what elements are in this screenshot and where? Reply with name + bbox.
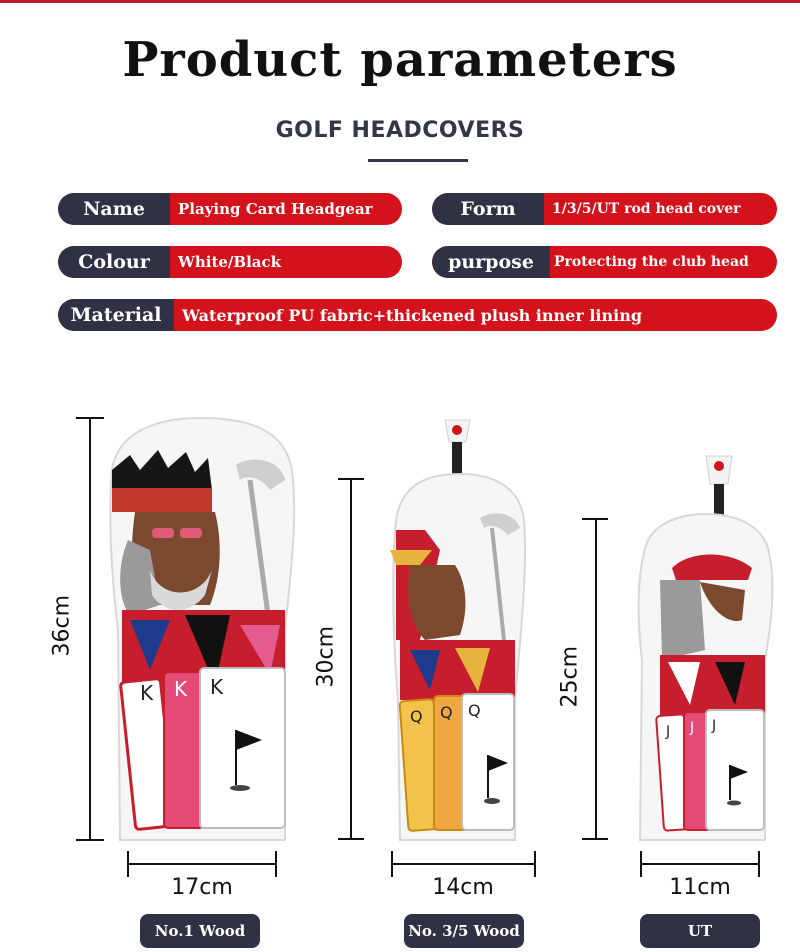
height-cap [582,518,608,520]
card-letter: J [712,718,717,734]
height-cap [582,838,608,840]
param-name [58,193,402,225]
param-purpose [432,246,777,278]
height-line-utility [595,518,597,840]
width-line-driver [127,863,277,865]
param-value: Waterproof PU fabric+thickened plush inner lining [182,305,643,325]
width-cap [391,851,393,877]
headcover-fairway-image [390,420,525,840]
card-letter: J [690,720,695,736]
width-cap [127,851,129,877]
page-subtitle: GOLF HEADCOVERS [275,118,525,143]
top-accent-bar [0,0,800,3]
card-letter: K [174,677,188,701]
card-letter: Q [468,701,481,720]
height-label-fairway: 30cm [313,625,339,688]
height-label-utility: 25cm [557,645,583,708]
param-value: Playing Card Headgear [178,200,373,218]
width-cap [534,851,536,877]
height-cap [338,838,364,840]
width-label-fairway: 14cm [432,875,494,900]
card-letter: Q [440,703,453,722]
height-cap [76,839,104,841]
width-cap [640,851,642,877]
width-label-utility: 11cm [669,875,731,900]
width-cap [275,851,277,877]
height-line-fairway [350,478,352,840]
width-label-driver: 17cm [171,875,233,900]
param-label: Colour [58,246,170,278]
page-title: Product parameters [122,32,678,88]
width-cap [758,851,760,877]
width-line-fairway [391,863,536,865]
param-value: White/Black [178,253,282,271]
param-label: purpose [432,246,550,278]
param-label: Name [58,193,170,225]
param-form [432,193,777,225]
badge-utility: UT [640,914,760,948]
card-letter: J [666,724,671,740]
badge-driver: No.1 Wood [140,914,260,948]
card-letter: K [140,681,154,705]
param-value: Protecting the club head [554,254,749,270]
height-label-driver: 36cm [49,594,75,657]
param-label: Form [432,193,544,225]
headcover-illustrations [0,400,800,850]
height-cap [338,478,364,480]
width-line-utility [640,863,760,865]
param-colour [58,246,402,278]
headcover-driver-image [110,418,294,840]
badge-fairway: No. 3/5 Wood [404,914,524,948]
card-letter: K [210,675,224,699]
headcover-utility-image [639,456,773,840]
param-label: Material [58,299,174,331]
card-letter: Q [410,707,423,726]
param-value: 1/3/5/UT rod head cover [552,201,741,217]
param-material [58,299,777,331]
subtitle-underline [368,159,468,162]
height-line-driver [89,417,91,841]
height-cap [76,417,104,419]
